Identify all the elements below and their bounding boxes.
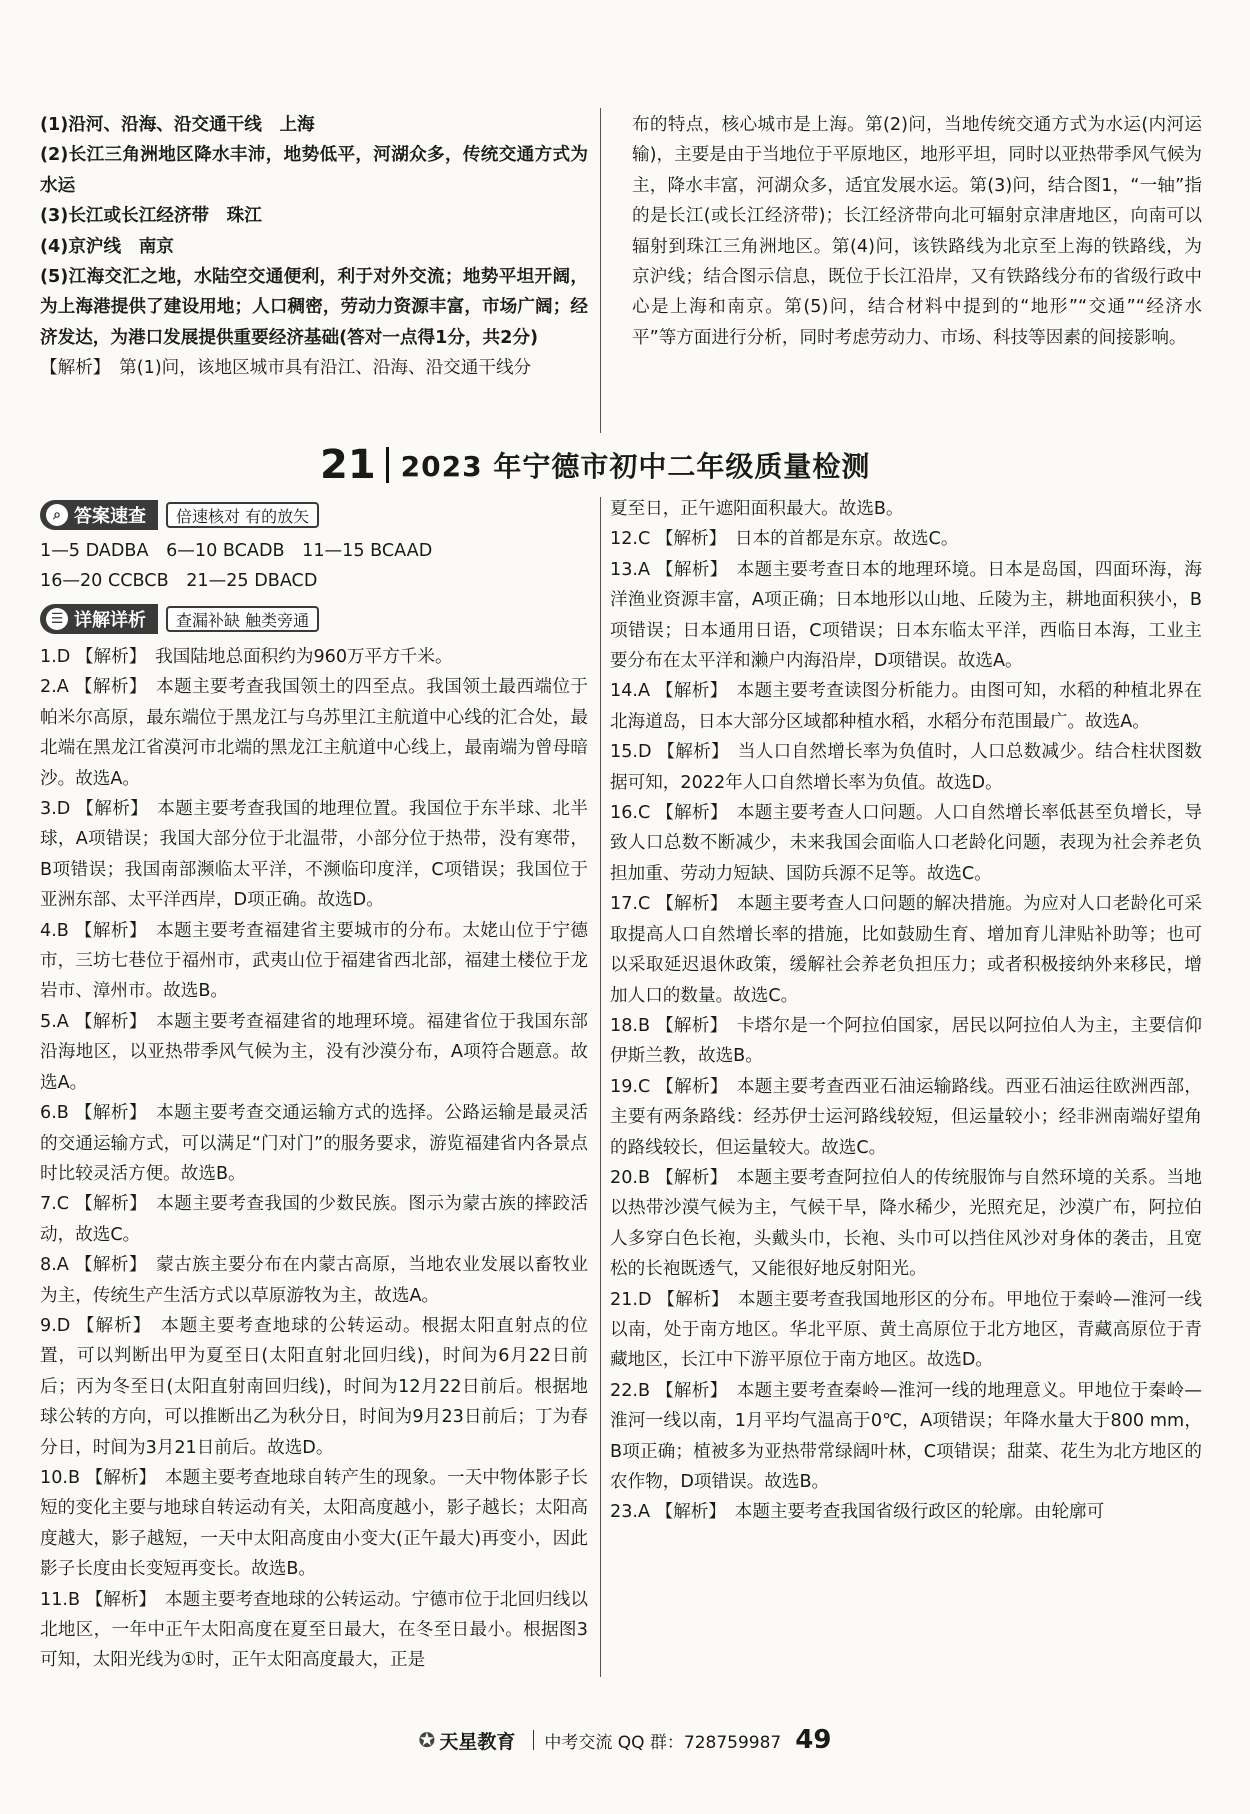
footer-text: 中考交流 QQ 群：728759987 — [544, 1732, 782, 1753]
detail-banner — [40, 604, 319, 634]
left-explanations — [40, 642, 588, 1676]
explanation-item: 1.D 【解析】 我国陆地总面积约为960万平方千米。 — [40, 647, 453, 667]
explanation-item: 17.C 【解析】 本题主要考查人口问题的解决措施。为应对人口老龄化可采取提高人口自然增长率的措施，比如鼓励生育、增加育儿津贴补助等；也可以采取延迟退休政策，缓解社会养老负担压力；或者积极接纳外来移民，增加人口的数量。故选C。 — [610, 894, 1202, 1006]
explanation-item: 15.D 【解析】 当人口自然增长率为负值时，人口总数减少。结合柱状图数据可知，2022年人口自然增长率为负值。故选D。 — [610, 742, 1202, 793]
detail-banner-slogan: 查漏补缺 触类旁通 — [166, 606, 319, 632]
explanation-item: 14.A 【解析】 本题主要考查读图分析能力。由图可知，水稻的种植北界在北海道岛，日本大部分区域都种植水稻，水稻分布范围最广。故选A。 — [610, 681, 1202, 732]
explanation-item: 16.C 【解析】 本题主要考查人口问题。人口自然增长率低甚至负增长，导致人口总数不断减少，未来我国会面临人口老龄化问题，表现为社会养老负担加重、劳动力短缺、国防兵源不足等。故选C。 — [610, 803, 1202, 884]
top-answer-5: (5)江海交汇之地，水陆空交通便利，利于对外交流；地势平坦开阔，为上海港提供了建设用地；人口稠密，劳动力资源丰富，市场广阔；经济发达，为港口发展提供重要经济基础(答对一点得1分，共2分) — [40, 267, 588, 348]
section-title: 2023 年宁德市初中二年级质量检测 — [400, 450, 871, 483]
answer-keys — [40, 536, 588, 597]
top-right-column — [632, 110, 1202, 353]
explanation-item: 18.B 【解析】 卡塔尔是一个阿拉伯国家，居民以阿拉伯人为主，主要信仰伊斯兰教，故选B。 — [610, 1015, 1202, 1067]
explanation-item: 22.B 【解析】 本题主要考查秦岭—淮河一线的地理意义。甲地位于秦岭—淮河一线以南，1月平均气温高于0℃，A项错误；年降水量大于800 mm，B项正确；植被多为亚热带常绿阔叶林，C项错误；甜菜、花生为北方地区的农作物，D项错误。故选B。 — [610, 1380, 1202, 1492]
explanation-item: 9.D 【解析】 本题主要考查地球的公转运动。根据太阳直射点的位置，可以判断出甲为夏至日(太阳直射北回归线)，时间为6月22日前后；丙为冬至日(太阳直射南回归线)，时间为12月22日前后。根据地球公转的方向，可以推断出乙为秋分日，时间为9月23日前后；丁为春分日，时间为3月21日前后。故选D。 — [40, 1315, 588, 1458]
search-icon: ⌕ — [46, 504, 68, 526]
answer-key-line-1: 1—5 DADBA 6—10 BCADB 11—15 BCAAD — [40, 541, 433, 561]
explanation-item: 11.B 【解析】 本题主要考查地球的公转运动。宁德市位于北回归线以北地区，一年中正午太阳高度在夏至日最大，在冬至日最小。根据图3可知，太阳光线为①时，正午太阳高度最大，正是 — [40, 1589, 588, 1671]
explanation-item: 3.D 【解析】 本题主要考查我国的地理位置。我国位于东半球、北半球，A项错误；我国大部分位于北温带，小部分位于热带，没有寒带，B项错误；我国南部濒临太平洋，不濒临印度洋，C项错误；我国位于亚洲东部、太平洋西岸，D项正确。故选D。 — [40, 799, 588, 911]
top-analysis-continued: 布的特点，核心城市是上海。第(2)问，当地传统交通方式为水运(内河运输)，主要是由于当地位于平原地区，地形平坦，同时以亚热带季风气候为主，降水丰富，河湖众多，适宜发展水运。第(3)问，结合图1，“一轴”指的是长江(或长江经济带)；长江经济带向北可辐射京津唐地区，向南可以辐射到珠江三角洲地区。第(4)问，该铁路线为北京至上海的铁路线，为京沪线；结合图示信息，既位于长江沿岸，又有铁路线分布的省级行政中心是上海和南京。第(5)问，结合材料中提到的“地形”“交通”“经济水平”等方面进行分析，同时考虑劳动力、市场、科技等因素的间接影响。 — [632, 115, 1202, 348]
star-logo-icon: ✪ — [418, 1728, 436, 1752]
answer-banner-title: 答案速查 — [74, 506, 146, 527]
explanation-item: 夏至日，正午遮阳面积最大。故选B。 — [610, 499, 904, 519]
explanation-item: 4.B 【解析】 本题主要考查福建省主要城市的分布。太姥山位于宁德市，三坊七巷位于福州市，武夷山位于福建省西北部，福建土楼位于龙岩市、漳州市。故选B。 — [40, 920, 588, 1002]
explanation-item: 20.B 【解析】 本题主要考查阿拉伯人的传统服饰与自然环境的关系。当地以热带沙漠气候为主，气候干旱，降水稀少，光照充足，沙漠广布，阿拉伯人多穿白色长袍，头戴头巾，长袍、头巾可以挡住风沙对身体的袭击，且宽松的长袍既透气，又能很好地反射阳光。 — [610, 1167, 1202, 1280]
explanation-item: 19.C 【解析】 本题主要考查西亚石油运输路线。西亚石油运往欧洲西部，主要有两条路线：经苏伊士运河路线较短，但运量较小；经非洲南端好望角的路线较长，但运量较大。故选C。 — [610, 1076, 1202, 1158]
top-answer-3: (3)长江或长江经济带 珠江 — [40, 206, 262, 227]
page-footer — [0, 1720, 1250, 1760]
explanation-item: 23.A 【解析】 本题主要考查我国省级行政区的轮廓。由轮廓可 — [610, 1502, 1105, 1523]
answer-banner-slogan: 倍速核对 有的放矢 — [166, 502, 319, 528]
explanation-item: 8.A 【解析】 蒙古族主要分布在内蒙古高原，当地农业发展以畜牧业为主，传统生产生活方式以草原游牧为主，故选A。 — [40, 1255, 588, 1306]
detail-banner-title: 详解详析 — [74, 610, 146, 631]
explanation-item: 6.B 【解析】 本题主要考查交通运输方式的选择。公路运输是最灵活的交通运输方式，可以满足“门对门”的服务要求，游览福建省内各景点时比较灵活方便。故选B。 — [40, 1103, 588, 1184]
top-answer-2: (2)长江三角洲地区降水丰沛，地势低平，河湖众多，传统交通方式为水运 — [40, 145, 588, 196]
answer-banner — [40, 500, 319, 530]
footer-brand: 天星教育 — [439, 1730, 516, 1753]
top-answer-1: (1)沿河、沿海、沿交通干线 上海 — [40, 115, 315, 135]
explanation-item: 2.A 【解析】 本题主要考查我国领土的四至点。我国领土最西端位于帕米尔高原，最东端位于黑龙江与乌苏里江主航道中心线的汇合处，最北端在黑龙江省漠河市北端的黑龙江主航道中心线上，最南端为曾母暗沙。故选A。 — [40, 677, 588, 789]
explanation-item: 5.A 【解析】 本题主要考查福建省的地理环境。福建省位于我国东部沿海地区，以亚热带季风气候为主，没有沙漠分布，A项符合题意。故选A。 — [40, 1011, 588, 1093]
section-divider — [386, 447, 389, 483]
top-left-column — [40, 110, 588, 384]
explanation-item: 7.C 【解析】 本题主要考查我国的少数民族。图示为蒙古族的摔跤活动，故选C。 — [40, 1194, 588, 1245]
document-icon: ☰ — [46, 608, 68, 630]
column-divider-top — [600, 108, 601, 433]
explanation-item: 21.D 【解析】 本题主要考查我国地形区的分布。甲地位于秦岭—淮河一线以南，处于南方地区。华北平原、黄土高原位于北方地区，青藏高原位于青藏地区，长江中下游平原位于南方地区。故选D。 — [610, 1289, 1202, 1371]
right-explanations — [610, 494, 1202, 1528]
answer-key-line-2: 16—20 CCBCB 21—25 DBACD — [40, 571, 318, 592]
explanation-item: 12.C 【解析】 日本的首都是东京。故选C。 — [610, 529, 959, 550]
explanation-item: 13.A 【解析】 本题主要考查日本的地理环境。日本是岛国，四面环海，海洋渔业资源丰富，A项正确；日本地形以山地、丘陵为主，耕地面积狭小，B项错误；日本通用日语，C项错误；日本东临太平洋，西临日本海，工业主要分布在太平洋和濑户内海沿岸，D项错误。故选A。 — [610, 559, 1202, 672]
top-analysis-start: 【解析】 第(1)问，该地区城市具有沿江、沿海、沿交通干线分 — [40, 358, 532, 379]
section-number: 21 — [320, 442, 376, 488]
top-answer-4: (4)京沪线 南京 — [40, 236, 174, 257]
column-divider-bottom — [600, 497, 601, 1677]
section-header — [320, 440, 940, 490]
page-number: 49 — [795, 1725, 832, 1755]
explanation-item: 10.B 【解析】 本题主要考查地球自转产生的现象。一天中物体影子长短的变化主要与地球自转运动有关，太阳高度越小，影子越长；太阳高度越大，影子越短，一天中太阳高度由小变大(正午最大)再变小，因此影子长度由长变短再变长。故选B。 — [40, 1467, 588, 1580]
footer-separator — [533, 1730, 534, 1750]
